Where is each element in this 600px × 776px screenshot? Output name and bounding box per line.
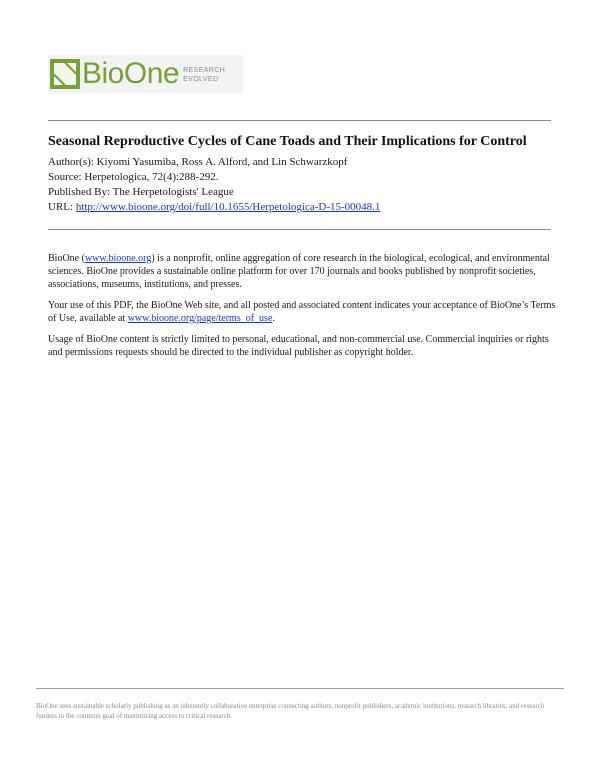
terms-of-use-notice [48,299,558,325]
url-line [48,200,558,215]
p1-text-before: BioOne ( [48,253,85,264]
terms-body [48,252,558,367]
logo-tagline-line2: EVOLVED [183,76,219,83]
logo-tagline-line1: RESEARCH [183,67,226,74]
url-label: URL: [48,201,74,213]
logo-tagline [183,66,225,84]
publisher-line [48,185,558,200]
source-line [48,170,558,185]
authors-label: Author(s): [48,156,94,168]
bioone-logo-mark-icon [50,59,80,89]
footer-statement: BioOne sees sustainable scholarly publishing as an inherently collaborative enterprise connecting authors, nonprofit publishers, academic institutions, research libraries, and research funders in the common goal of maximizing access to critical research. [36,702,545,720]
article-url-link[interactable]: http://www.bioone.org/doi/full/10.1655/Herpetologica-D-15-00048.1 [75,201,381,213]
terms-of-use-link[interactable]: www.bioone.org/page/terms_of_use [127,313,273,324]
p2-text-before: Your use of this PDF, the BioOne Web site, and all posted and associated content indicates your acceptance of BioOne’s Terms of Use, available at [48,300,556,324]
authors-value: Kiyomi Yasumiba, Ross A. Alford, and Lin Schwarzkopf [96,156,348,168]
bioone-logo [48,55,243,93]
source-value: Herpetologica, 72(4):288-292. [84,171,219,183]
usage-restrictions: Usage of BioOne content is strictly limited to personal, educational, and non-commercial use. Commercial inquiries or rights and permissions requests should be directed to the individual publisher as copyright holder. [48,334,549,358]
bioone-home-link[interactable]: www.bioone.org [84,253,152,264]
divider-footer [36,688,564,689]
article-metadata [48,155,558,215]
bioone-description [48,252,558,291]
p1-text-after: ) is a nonprofit, online aggregation of core research in the biological, ecological, and environmental sciences. BioOne provides a sustainable online platform for over 170 journals and books published by nonprofit societies, associations, museums, institutions, and presses. [48,253,550,290]
p2-text-after: . [272,313,275,324]
source-label: Source: [48,171,82,183]
article-title: Seasonal Reproductive Cycles of Cane Toads and Their Implications for Control [48,134,527,149]
logo-brand-text: BioOne [82,57,180,90]
divider-middle [48,229,551,230]
divider-top [48,120,551,121]
authors-line [48,155,558,170]
publisher-label: Published By: [48,186,111,198]
publisher-value: The Herpetologists' League [112,186,234,198]
